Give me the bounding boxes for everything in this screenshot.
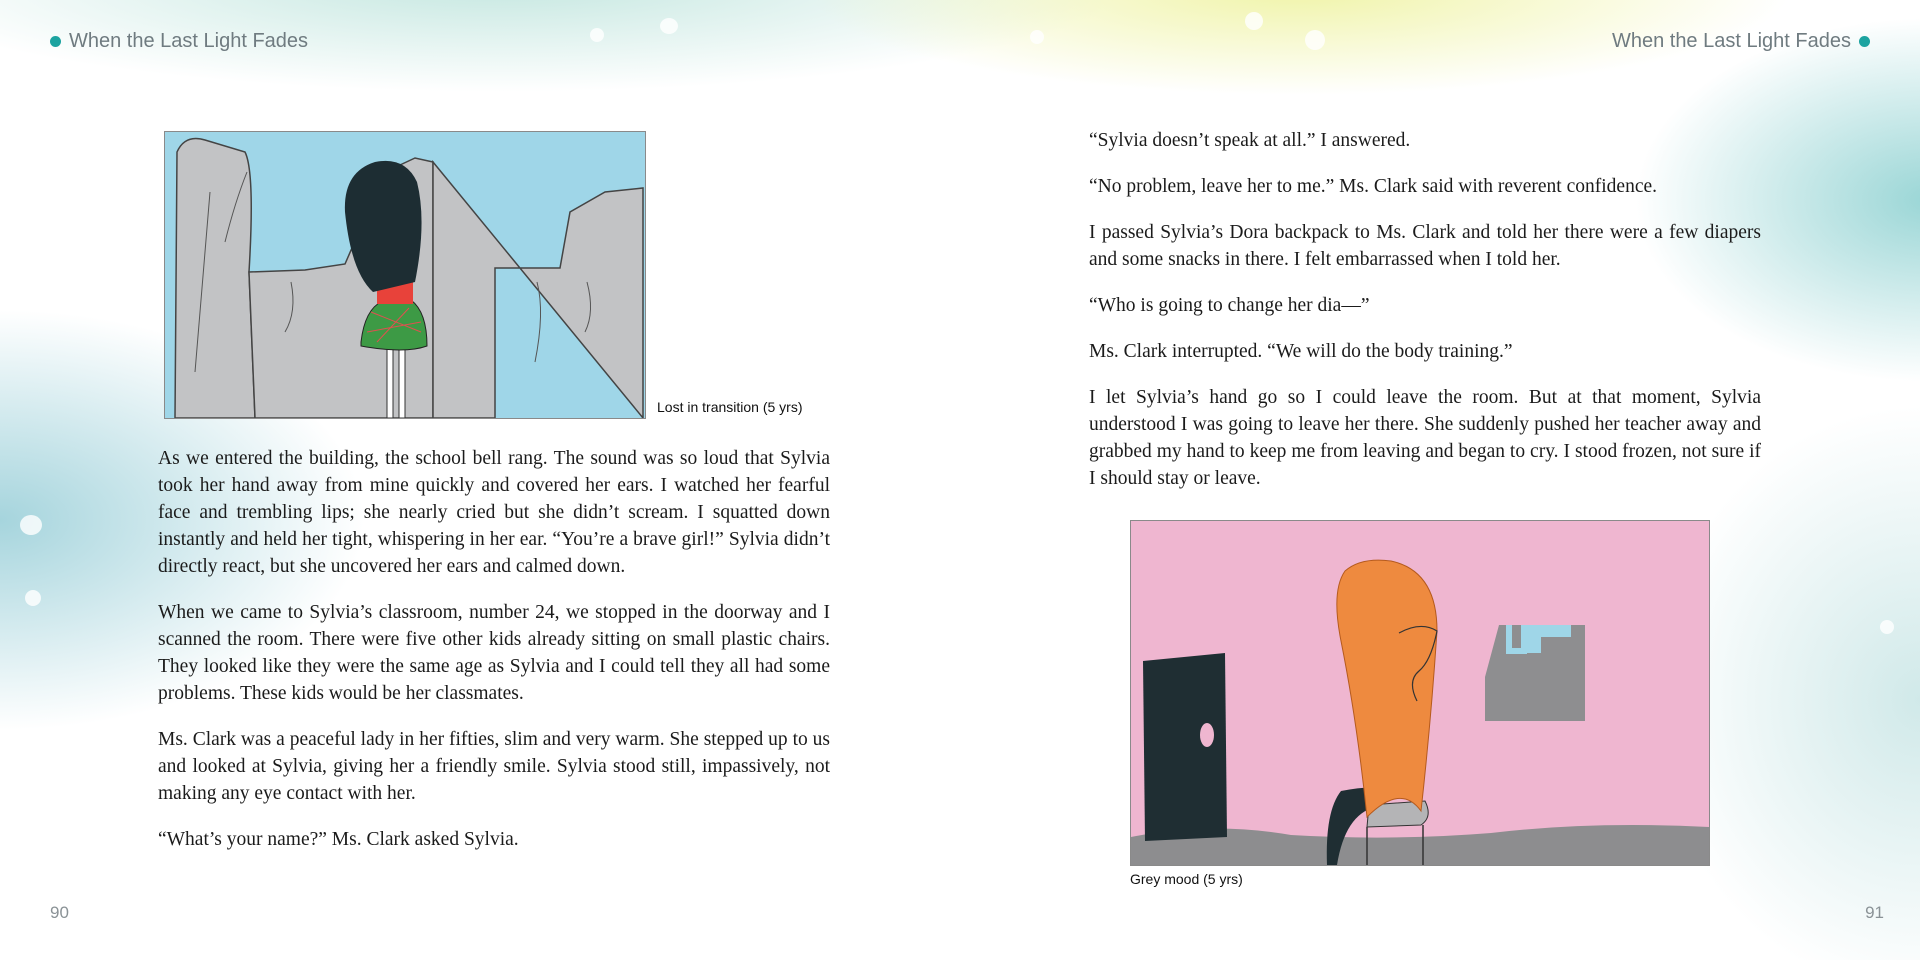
paragraph: When we came to Sylvia’s classroom, number 24, we stopped in the doorway and I scanned the room. There were five other kids already sitting on small plastic chairs. They looked like they were the same age as Sylvia and I could tell they all had some problems. These kids would be her classmates. <box>158 602 830 704</box>
paragraph: “No problem, leave her to me.” Ms. Clark said with reverent confidence. <box>1089 176 1658 197</box>
bokeh-decoration <box>590 28 604 42</box>
illustration-lost-in-transition <box>164 131 646 419</box>
paragraph: Ms. Clark was a peaceful lady in her fifties, slim and very warm. She stepped up to us and looked at Sylvia, giving her a friendly smile. Sylvia stood still, impassively, not making any eye contact with her. <box>158 729 830 804</box>
bokeh-decoration <box>1305 30 1325 50</box>
bokeh-decoration <box>1245 12 1263 30</box>
child-drawing-rocks <box>165 132 645 418</box>
paragraph: “Sylvia doesn’t speak at all.” I answered. <box>1089 130 1411 151</box>
paragraph: “What’s your name?” Ms. Clark asked Sylvia. <box>158 829 519 850</box>
paragraph: I passed Sylvia’s Dora backpack to Ms. Clark and told her there were a few diapers and some snacks in there. I felt embarrassed when I told her. <box>1089 222 1761 270</box>
running-header-left <box>50 30 308 53</box>
paragraph: As we entered the building, the school bell rang. The sound was so loud that Sylvia took her hand away from mine quickly and covered her ears. I watched her fearful face and trembling lips; she nearly cried but she didn’t scream. I squatted down instantly and held her tight, whispering in her ear. “You’re a brave girl!” Sylvia didn’t directly react, but she uncovered her ears and calmed down. <box>158 448 830 577</box>
bullet-dot-icon <box>50 36 61 47</box>
bokeh-decoration <box>25 590 41 606</box>
running-title-right: When the Last Light Fades <box>1611 30 1851 52</box>
paragraph: Ms. Clark interrupted. “We will do the body training.” <box>1089 341 1513 362</box>
running-title-left: When the Last Light Fades <box>69 30 309 52</box>
paragraph: I let Sylvia’s hand go so I could leave the room. But at that moment, Sylvia understood I was going to leave her there. She suddenly pushed her teacher away and grabbed my hand to keep me from leaving and began to cry. I stood frozen, not sure if I should stay or leave. <box>1089 387 1761 489</box>
bokeh-decoration <box>1030 30 1044 44</box>
bokeh-decoration <box>1880 620 1894 634</box>
illustration-grey-mood <box>1130 520 1710 866</box>
page-number-right: 91 <box>1865 903 1884 922</box>
bokeh-decoration <box>660 18 678 34</box>
bullet-dot-icon <box>1859 36 1870 47</box>
right-page-body <box>1089 127 1761 492</box>
bokeh-decoration <box>20 515 42 535</box>
figure-caption-right: Grey mood (5 yrs) <box>1130 871 1243 887</box>
running-header-right <box>1612 30 1870 53</box>
left-page-body <box>158 445 830 853</box>
paragraph: “Who is going to change her dia—” <box>1089 295 1370 316</box>
page-number-left: 90 <box>50 903 69 922</box>
child-drawing-room <box>1131 521 1709 865</box>
figure-caption-left: Lost in transition (5 yrs) <box>657 399 803 415</box>
